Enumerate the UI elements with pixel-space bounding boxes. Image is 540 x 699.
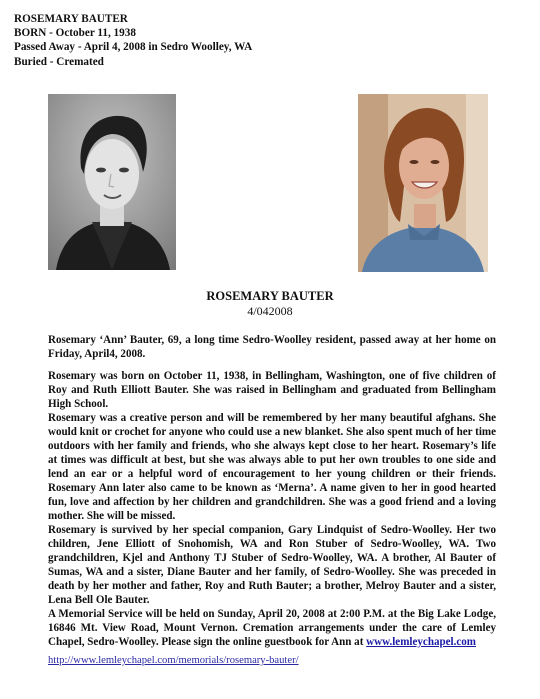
photo-young-portrait-image xyxy=(48,94,176,270)
footer-source-link[interactable]: http://www.lemleychapel.com/memorials/rosemary-bauter/ xyxy=(48,655,299,666)
photo-recent-portrait-image xyxy=(358,94,488,272)
page-date: 4/042008 xyxy=(247,304,293,318)
guestbook-link[interactable]: www.lemleychapel.com xyxy=(366,636,476,648)
paragraph-life: Rosemary was a creative person and will be remembered by her many beautiful afghans. She would knit or crochet for anyone who could use a new blanket. She also spent much of her time outdoors with her family and friends, who she always kept close to her heart. Rosemary’s life at times was difficult at best, but she was always able to put her own troubles to one side and lend an ear or a helpful word of encouragement to her young children or their friends. Rosemary Ann later also came to be known as ‘Merna’. A name given to her in good hearted fun, love and affection by her children and grandchildren. She was a good friend and a loving mother. She will be missed. xyxy=(48,412,496,522)
page-title: ROSEMARY BAUTER xyxy=(206,289,334,303)
header-born: BORN - October 11, 1938 xyxy=(14,27,136,40)
service-text: A Memorial Service will be held on Sunday, April 20, 2008 at 2:00 P.M. at the Big Lake Lodge, 16846 Mt. View Road, Mount Vernon. Cremation arrangements under the care of Lemley Chapel, Sedro-Woolley. Please sign the online guestbook for Ann at xyxy=(48,608,496,648)
intro-paragraph xyxy=(48,333,496,361)
paragraph-survivors: Rosemary is survived by her special companion, Gary Lindquist of Sedro-Woolley. Her two children, Jene Elliott of Snohomish, WA and Ron Stuber of Sedro-Woolley, WA. Two grandchildren, Kjel and Anthony TJ Stuber of Sedro-Woolley, WA. A brother, Al Bauter of Sumas, WA and a sister, Diane Bauter and her family, of Sedro-Woolley. She was preceded in death by her mother and father, Roy and Ruth Bauter; a brother, Melroy Bauter and a sister, Lena Bell Ole Bauter. xyxy=(48,524,496,606)
header-name: ROSEMARY BAUTER xyxy=(14,13,128,25)
header-buried: Buried - Cremated xyxy=(14,55,104,68)
obituary-body xyxy=(48,369,496,649)
photo-young-portrait xyxy=(48,94,176,270)
paragraph-service xyxy=(48,607,496,649)
header-block xyxy=(14,12,252,69)
header-passed: Passed Away - April 4, 2008 in Sedro Woolley, WA xyxy=(14,41,253,54)
photo-recent-portrait xyxy=(358,94,488,272)
intro-text: Rosemary ‘Ann’ Bauter, 69, a long time Sedro-Woolley resident, passed away at her home on Friday, April4, 2008. xyxy=(48,334,496,360)
paragraph-birth: Rosemary was born on October 11, 1938, in Bellingham, Washington, one of five children of Roy and Ruth Elliott Bauter. She was raised in Bellingham and graduated from Bellingham High School. xyxy=(48,370,496,410)
